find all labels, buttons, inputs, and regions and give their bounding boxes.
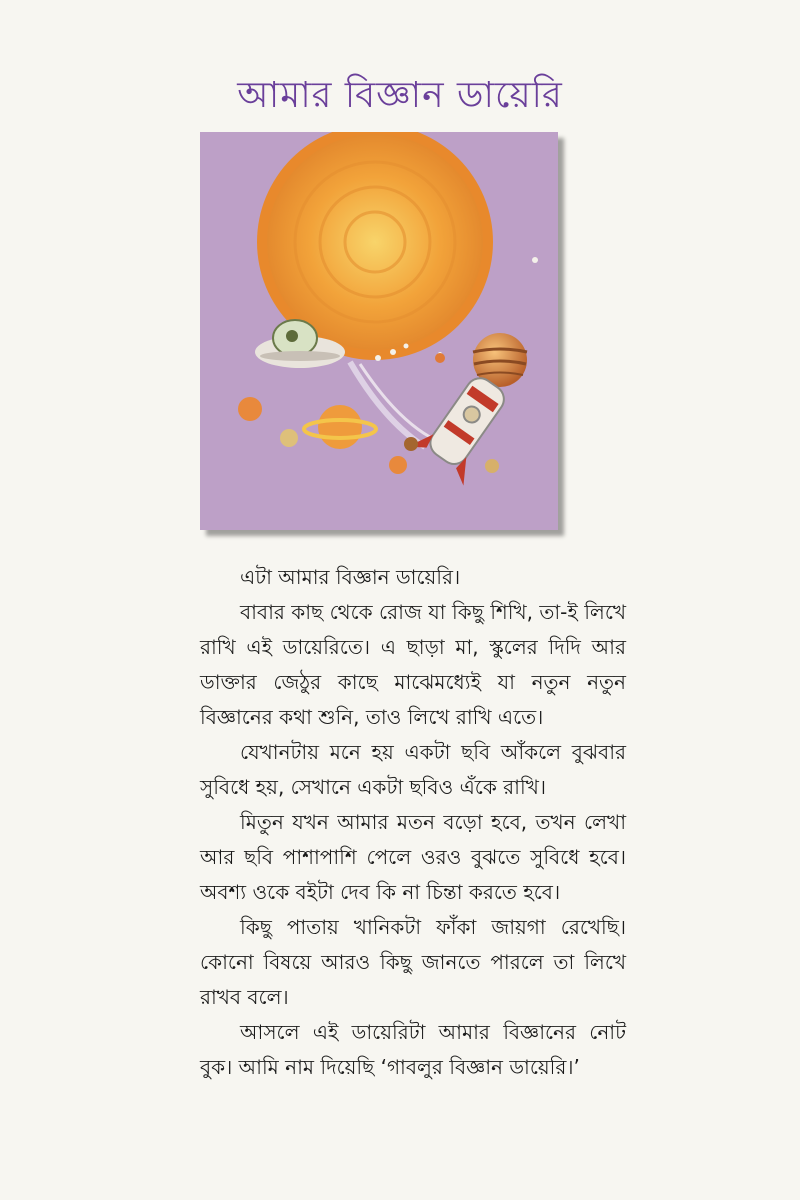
small-planet-shape	[435, 353, 445, 363]
small-planet-shape	[389, 456, 407, 474]
small-planet-shape	[485, 459, 499, 473]
page-title: আমার বিজ্ঞান ডায়েরি	[237, 75, 563, 116]
small-planet-shape	[280, 429, 298, 447]
paragraph: আসলে এই ডায়েরিটা আমার বিজ্ঞানের নোট বুক। আমি নাম দিয়েছি ‘গাবলুর বিজ্ঞান ডায়েরি।’	[200, 1020, 626, 1079]
paragraph: কিছু পাতায় খানিকটা ফাঁকা জায়গা রেখেছি। কোনো বিষয়ে আরও কিছু জানতে পারলে তা লিখে রাখব বলে।	[200, 915, 626, 1009]
space-illustration	[200, 132, 558, 530]
paragraph: বাবার কাছ থেকে রোজ যা কিছু শিখি, তা-ই লিখে রাখি এই ডায়েরিতে। এ ছাড়া মা, স্কুলের দিদি আর ডাক্তার জেঠুর কাছে মাঝেমধ্যেই যা নতুন নতুন বিজ্ঞানের কথা শুনি, তাও লিখে রাখি এতে।	[200, 600, 626, 729]
small-planet-shape	[238, 397, 262, 421]
paragraph: যেখানটায় মনে হয় একটা ছবি আঁকলে বুঝবার সুবিধে হয়, সেখানে একটা ছবিও এঁকে রাখি।	[200, 740, 626, 799]
paragraph: এটা আমার বিজ্ঞান ডায়েরি।	[240, 565, 461, 589]
paragraph: মিতুন যখন আমার মতন বড়ো হবে, তখন লেখা আর ছবি পাশাপাশি পেলে ওরও বুঝতে সুবিধে হবে। অবশ্য ওকে বইটা দেব কি না চিন্তা করতে হবে।	[200, 810, 626, 904]
small-planet-shape	[404, 437, 418, 451]
diary-intro-text	[200, 560, 626, 1085]
